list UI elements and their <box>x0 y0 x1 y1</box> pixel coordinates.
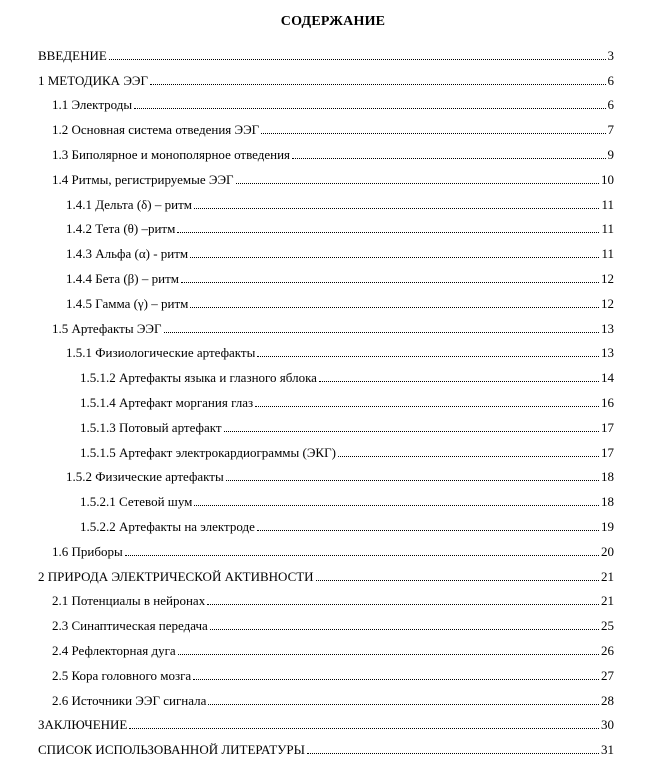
toc-leader-dots <box>181 282 599 283</box>
toc-entry-page: 13 <box>601 320 614 336</box>
toc-entry-page: 25 <box>601 618 614 634</box>
toc-leader-dots <box>177 232 599 233</box>
toc-entry[interactable] <box>52 684 614 709</box>
toc-entry-page: 21 <box>601 593 614 609</box>
toc-entry[interactable] <box>66 237 614 262</box>
toc-entry-label: 1.5.2.2 Артефакты на электроде <box>80 518 255 534</box>
toc-leader-dots <box>134 108 605 109</box>
toc-entry-label: 2.1 Потенциалы в нейронах <box>52 593 206 609</box>
toc-entry-page: 16 <box>601 394 614 410</box>
toc-entry-page: 12 <box>601 270 614 286</box>
toc-entry-label: 1.5.1.5 Артефакт электрокардиограммы (ЭКГ) <box>80 444 336 460</box>
toc-entry[interactable] <box>66 262 614 287</box>
toc-entry-page: 6 <box>607 72 614 88</box>
toc-entry-label: 1.4.2 Тета (θ) –ритм <box>66 221 176 237</box>
toc-leader-dots <box>129 728 599 729</box>
toc-entry[interactable] <box>52 535 614 560</box>
toc-entry-page: 17 <box>601 444 614 460</box>
toc-entry[interactable] <box>38 39 614 64</box>
toc-entry[interactable] <box>52 138 614 163</box>
toc-entry-label: 1.1 Электроды <box>52 97 133 113</box>
toc-entry-label: ЗАКЛЮЧЕНИЕ <box>38 717 128 733</box>
toc-entry-label: 1.5.1.4 Артефакт моргания глаз <box>80 394 254 410</box>
toc-leader-dots <box>210 629 599 630</box>
toc-entry[interactable] <box>80 485 614 510</box>
toc-entry-label: 1.5.2 Физические артефакты <box>66 469 224 485</box>
toc-entry-label: 1.4.4 Бета (β) – ритм <box>66 270 179 286</box>
toc-leader-dots <box>125 555 599 556</box>
toc-leader-dots <box>164 332 599 333</box>
toc-leader-dots <box>307 753 599 754</box>
toc-entry[interactable] <box>38 733 614 758</box>
toc-leader-dots <box>178 654 599 655</box>
toc-entry-label: 2.3 Синаптическая передача <box>52 618 208 634</box>
toc-entry-label: 2.5 Кора головного мозга <box>52 667 192 683</box>
toc-leader-dots <box>316 580 599 581</box>
toc-entry-label: 1.5 Артефакты ЭЭГ <box>52 320 162 336</box>
toc-entry[interactable] <box>38 64 614 89</box>
toc-leader-dots <box>190 257 599 258</box>
toc-entry[interactable] <box>80 386 614 411</box>
toc-entry[interactable] <box>52 163 614 188</box>
toc-entry[interactable] <box>38 709 614 734</box>
toc-entry-page: 17 <box>601 419 614 435</box>
toc-entry-page: 9 <box>607 146 614 162</box>
toc-entry-label: 1.5.1.2 Артефакты языка и глазного яблока <box>80 370 317 386</box>
toc-leader-dots <box>194 505 599 506</box>
toc-entry[interactable] <box>52 634 614 659</box>
toc-leader-dots <box>150 84 605 85</box>
toc-entry-label: 1.4.1 Дельта (δ) – ритм <box>66 196 192 212</box>
toc-leader-dots <box>255 406 599 407</box>
toc-entry-page: 12 <box>601 295 614 311</box>
toc-entry-page: 11 <box>601 196 614 212</box>
toc-leader-dots <box>261 133 605 134</box>
toc-entry-label: 2.6 Источники ЭЭГ сигнала <box>52 692 207 708</box>
toc-entry-label: 1.4.5 Гамма (γ) – ритм <box>66 295 189 311</box>
toc-leader-dots <box>224 431 599 432</box>
toc-entry-page: 28 <box>601 692 614 708</box>
toc-leader-dots <box>257 356 599 357</box>
toc-leader-dots <box>207 604 599 605</box>
toc-entry-label: 1.5.1.3 Потовый артефакт <box>80 419 222 435</box>
toc-entry-page: 19 <box>601 518 614 534</box>
toc-entry-page: 26 <box>601 642 614 658</box>
toc-entry-label: ВВЕДЕНИЕ <box>38 47 107 63</box>
toc-entry[interactable] <box>66 287 614 312</box>
toc-entry-page: 30 <box>601 717 614 733</box>
toc-leader-dots <box>190 307 599 308</box>
toc-entry-page: 27 <box>601 667 614 683</box>
toc-leader-dots <box>193 679 599 680</box>
toc-entry-page: 6 <box>607 97 614 113</box>
toc-entry-page: 3 <box>607 47 614 63</box>
toc-entry[interactable] <box>52 585 614 610</box>
toc-entry[interactable] <box>52 113 614 138</box>
toc-entry-page: 11 <box>601 221 614 237</box>
toc-leader-dots <box>194 208 599 209</box>
toc-entry-page: 21 <box>601 568 614 584</box>
toc-leader-dots <box>236 183 599 184</box>
toc-entry[interactable] <box>80 361 614 386</box>
toc-entry[interactable] <box>80 411 614 436</box>
toc-entry-label: СПИСОК ИСПОЛЬЗОВАННОЙ ЛИТЕРАТУРЫ <box>38 742 305 758</box>
toc-entry-page: 20 <box>601 543 614 559</box>
toc-entry-label: 2.4 Рефлекторная дуга <box>52 642 176 658</box>
toc-leader-dots <box>226 480 599 481</box>
toc-entry-page: 14 <box>601 370 614 386</box>
toc-entry-label: 1.3 Биполярное и монополярное отведения <box>52 146 291 162</box>
toc-leader-dots <box>292 158 605 159</box>
toc-entry[interactable] <box>66 337 614 362</box>
toc-entry-label: 1 МЕТОДИКА ЭЭГ <box>38 72 149 88</box>
toc-entry[interactable] <box>52 89 614 114</box>
toc-entry[interactable] <box>38 560 614 585</box>
toc-entry[interactable] <box>52 659 614 684</box>
toc-entry[interactable] <box>52 312 614 337</box>
toc-entry-page: 31 <box>601 742 614 758</box>
toc-entry-page: 7 <box>607 122 614 138</box>
toc-entry-label: 2 ПРИРОДА ЭЛЕКТРИЧЕСКОЙ АКТИВНОСТИ <box>38 568 314 584</box>
toc-entry-page: 18 <box>601 494 614 510</box>
toc-entry-label: 1.6 Приборы <box>52 543 123 559</box>
toc-entry[interactable] <box>80 436 614 461</box>
toc-entry-label: 1.5.2.1 Сетевой шум <box>80 494 193 510</box>
toc-entry-page: 18 <box>601 469 614 485</box>
toc-leader-dots <box>338 456 599 457</box>
toc-entry-page: 11 <box>601 246 614 262</box>
toc-entry[interactable] <box>66 188 614 213</box>
toc-entry-page: 10 <box>601 171 614 187</box>
toc-entry-label: 1.5.1 Физиологические артефакты <box>66 345 256 361</box>
toc-leader-dots <box>109 59 606 60</box>
toc-leader-dots <box>257 530 599 531</box>
toc-entry-page: 13 <box>601 345 614 361</box>
toc-entry-label: 1.4.3 Альфа (α) - ритм <box>66 246 189 262</box>
toc-title: СОДЕРЖАНИЕ <box>280 14 386 29</box>
toc-leader-dots <box>319 381 599 382</box>
toc-leader-dots <box>208 704 599 705</box>
toc-entry[interactable] <box>52 609 614 634</box>
toc-entry[interactable] <box>66 213 614 238</box>
toc-entry-label: 1.4 Ритмы, регистрируемые ЭЭГ <box>52 171 234 187</box>
toc-entry-label: 1.2 Основная система отведения ЭЭГ <box>52 122 260 138</box>
toc-entry[interactable] <box>66 461 614 486</box>
toc-entry[interactable] <box>80 510 614 535</box>
